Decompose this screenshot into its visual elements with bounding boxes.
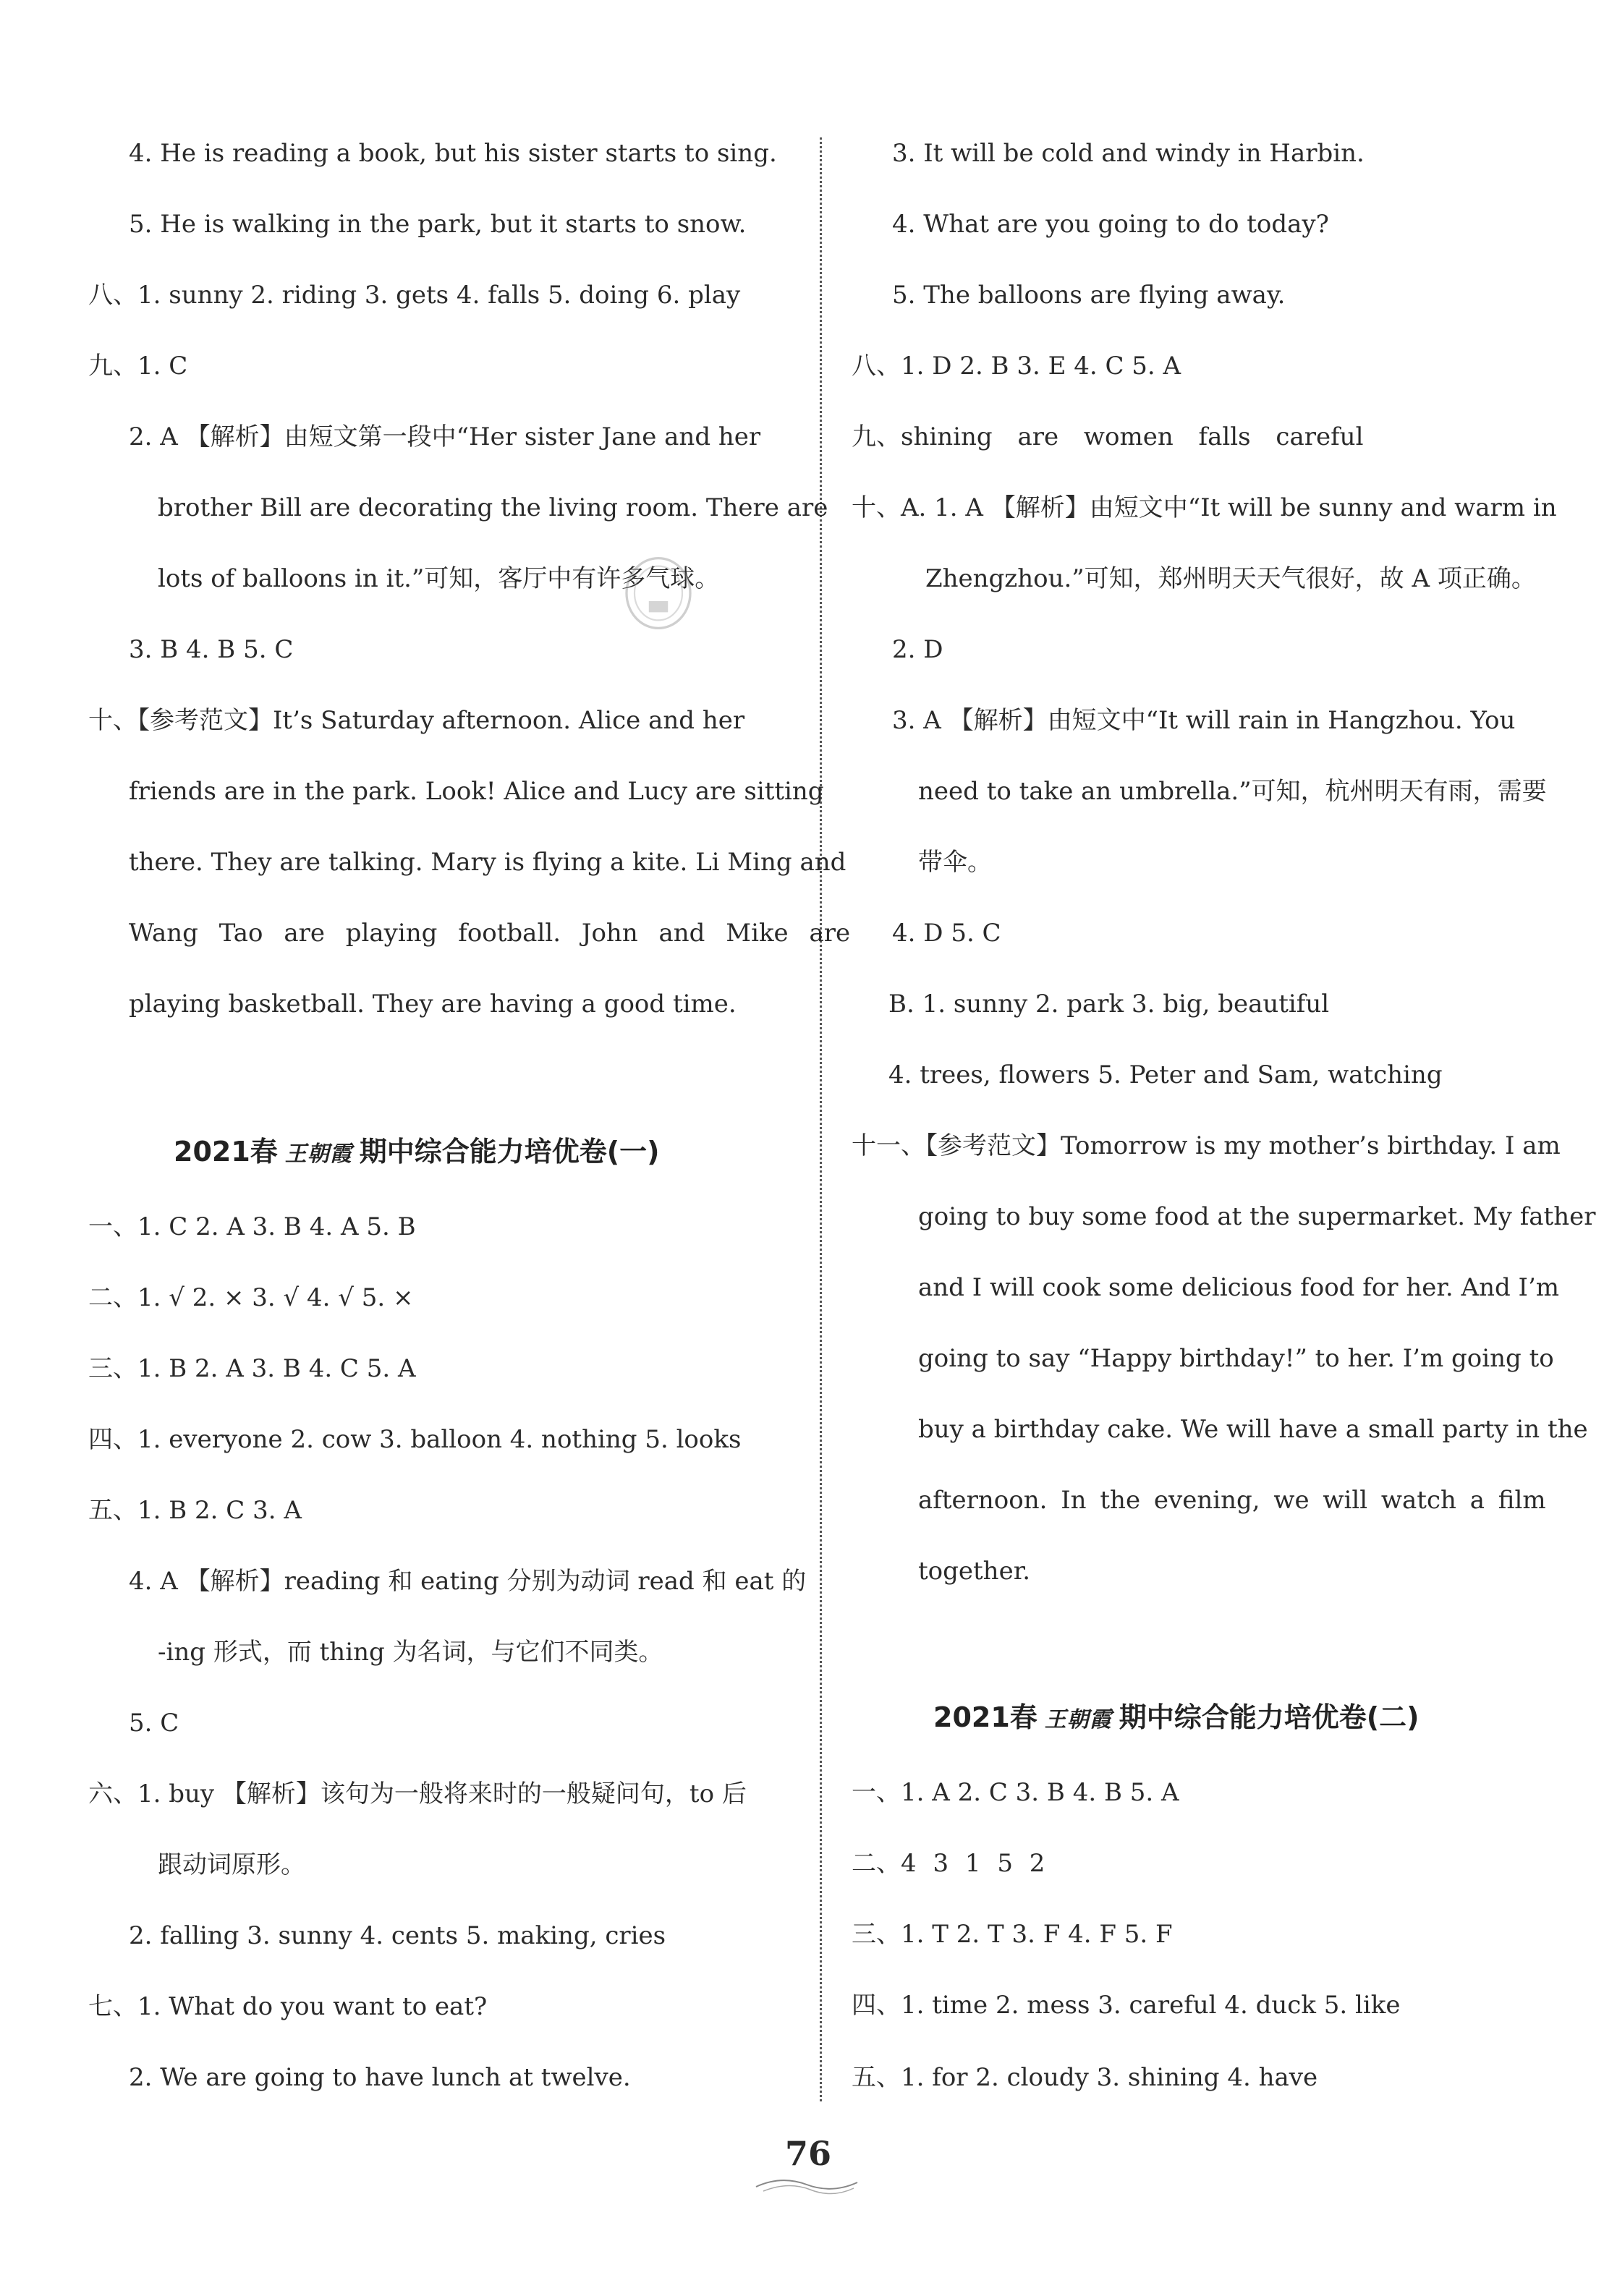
answer-line: B. 1. sunny 2. park 3. big, beautiful (888, 990, 1330, 1019)
model-essay-line: Wang Tao are playing football. John and Mike are (129, 919, 851, 948)
answer-line: 九、shining are women falls careful (852, 422, 1364, 451)
answer-line: -ing 形式，而 thing 为名词，与它们不同类。 (158, 1638, 663, 1667)
answer-line: 一、1. C 2. A 3. B 4. A 5. B (88, 1212, 416, 1241)
answer-line: 带伞。 (918, 848, 992, 877)
answer-line: 2. D (892, 635, 943, 664)
page-number: 76 (785, 2134, 832, 2173)
column-divider (820, 137, 822, 2101)
answer-line: 十、A. 1. A 【解析】由短文中“It will be sunny and warm in (852, 493, 1557, 522)
answer-line: Zhengzhou.”可知，郑州明天天气很好，故 A 项正确。 (925, 564, 1536, 593)
answer-line: 3. B 4. B 5. C (129, 635, 294, 664)
answer-line: 二、4 3 1 5 2 (852, 1849, 1045, 1878)
page-ornament-icon (752, 2174, 861, 2195)
model-essay-line: playing basketball. They are having a good time. (129, 990, 737, 1019)
answer-line: need to take an umbrella.”可知，杭州明天有雨，需要 (918, 777, 1547, 806)
title-year: 2021春 (933, 1701, 1037, 1733)
answer-line: 5. He is walking in the park, but it starts to snow. (129, 210, 747, 239)
answer-line: 四、1. time 2. mess 3. careful 4. duck 5. like (852, 1991, 1401, 2020)
answer-line: 3. A 【解析】由短文中“It will rain in Hangzhou. You (892, 706, 1516, 735)
answer-line: 二、1. √ 2. × 3. √ 4. √ 5. × (88, 1283, 414, 1312)
answer-line: 九、1. C (88, 352, 188, 380)
answer-line: 八、1. sunny 2. riding 3. gets 4. falls 5. doing 6. play (88, 281, 741, 310)
brand-logo: 王朝霞 (284, 1141, 352, 1167)
answer-line: 3. It will be cold and windy in Harbin. (892, 139, 1365, 168)
answer-line: 2. We are going to have lunch at twelve. (129, 2063, 631, 2092)
model-essay-line: friends are in the park. Look! Alice and Lucy are sitting (129, 777, 824, 806)
answer-line: 三、1. B 2. A 3. B 4. C 5. A (88, 1354, 416, 1383)
answer-line: brother Bill are decorating the living room. There are (158, 493, 828, 522)
answer-line: 4. A 【解析】reading 和 eating 分别为动词 read 和 eat 的 (129, 1567, 807, 1596)
section-title (933, 1700, 1420, 1738)
model-essay-line: 十一、【参考范文】Tomorrow is my mother’s birthday. I am (852, 1131, 1561, 1160)
answer-line: 2. A 【解析】由短文第一段中“Her sister Jane and her (129, 422, 761, 451)
model-essay-line: 十、【参考范文】It’s Saturday afternoon. Alice and her (88, 706, 745, 735)
answer-line: 5. C (129, 1709, 179, 1738)
answer-line: 4. trees, flowers 5. Peter and Sam, watching (888, 1060, 1443, 1089)
answer-line: 一、1. A 2. C 3. B 4. B 5. A (852, 1778, 1179, 1807)
answer-line: 5. The balloons are flying away. (892, 281, 1286, 310)
answer-line: 4. D 5. C (892, 919, 1001, 948)
model-essay-line: going to say “Happy birthday!” to her. I’m going to (918, 1344, 1554, 1373)
model-essay-line: buy a birthday cake. We will have a small party in the (918, 1415, 1588, 1444)
model-essay-line: and I will cook some delicious food for her. And I’m (918, 1273, 1560, 1302)
answer-line: 四、1. everyone 2. cow 3. balloon 4. nothing 5. looks (88, 1425, 742, 1454)
watermark-stamp-icon (619, 553, 698, 633)
answer-line: 2. falling 3. sunny 4. cents 5. making, cries (129, 1921, 666, 1950)
answer-line: 五、1. for 2. cloudy 3. shining 4. have (852, 2063, 1318, 2092)
title-text: 期中综合能力培优卷(一) (359, 1136, 660, 1168)
model-essay-line: afternoon. In the evening, we will watch a film (918, 1486, 1546, 1515)
answer-line: 4. What are you going to do today? (892, 210, 1329, 239)
answer-line: 七、1. What do you want to eat? (88, 1992, 488, 2021)
answer-line: 4. He is reading a book, but his sister starts to sing. (129, 139, 777, 168)
model-essay-line: there. They are talking. Mary is flying a kite. Li Ming and (129, 848, 846, 877)
title-year: 2021春 (174, 1136, 278, 1168)
brand-logo: 王朝霞 (1044, 1707, 1112, 1732)
answer-line: 六、1. buy 【解析】该句为一般将来时的一般疑问句，to 后 (88, 1780, 747, 1808)
answer-line: 三、1. T 2. T 3. F 4. F 5. F (852, 1920, 1173, 1949)
model-essay-line: going to buy some food at the supermarket. My father (918, 1202, 1596, 1231)
model-essay-line: together. (918, 1557, 1031, 1586)
title-text: 期中综合能力培优卷(二) (1119, 1701, 1420, 1733)
answer-line: 五、1. B 2. C 3. A (88, 1496, 302, 1525)
answer-line: lots of balloons in it.”可知，客厅中有许多气球。 (158, 564, 720, 593)
section-title (174, 1134, 660, 1172)
answer-line: 八、1. D 2. B 3. E 4. C 5. A (852, 352, 1181, 380)
answer-line: 跟动词原形。 (158, 1850, 305, 1879)
